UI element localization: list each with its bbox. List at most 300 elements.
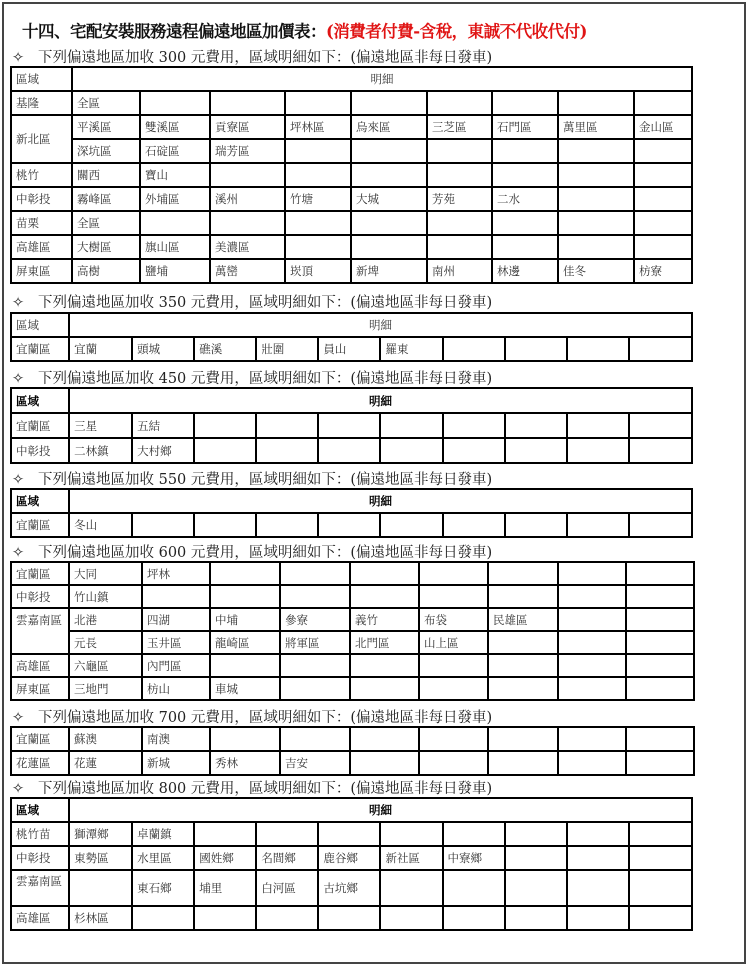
table-cell: 坪林區 — [285, 115, 351, 139]
table-header-row — [11, 388, 692, 413]
table-cell: 竹塘 — [285, 187, 351, 211]
table-cell — [626, 654, 694, 677]
table-row — [11, 906, 692, 930]
table-cell — [318, 413, 380, 438]
table-cell — [419, 562, 488, 585]
section-heading-600 — [12, 541, 492, 562]
table-cell — [488, 631, 558, 654]
table-cell: 旗山區 — [140, 235, 210, 259]
table-cell — [210, 91, 285, 115]
section-heading-text: 下列偏遠地區加收 450 元費用，區域明細如下：(偏遠地區非每日發車) — [38, 371, 493, 387]
table-cell — [318, 438, 380, 463]
table-cell — [492, 91, 558, 115]
table-cell — [419, 677, 488, 700]
table-cell: 大村鄉 — [132, 438, 194, 463]
table-cell — [256, 413, 318, 438]
table-cell — [210, 163, 285, 187]
table-cell — [280, 677, 350, 700]
table-row — [11, 211, 692, 235]
table-cell: 萬里區 — [558, 115, 634, 139]
title-note: (消費者付費-含稅，東誠不代收代付) — [326, 22, 587, 41]
table-cell — [488, 562, 558, 585]
table-cell — [558, 139, 634, 163]
table-cell: 秀林 — [210, 751, 280, 775]
table-cell: 溪州 — [210, 187, 285, 211]
table-cell — [142, 585, 210, 608]
table-cell: 萬巒 — [210, 259, 285, 283]
table-cell — [256, 822, 318, 846]
table-cell — [419, 585, 488, 608]
table-cell — [505, 870, 567, 906]
table-cell: 中埔 — [210, 608, 280, 631]
table-cell: 名間鄉 — [256, 846, 318, 870]
table-cell — [505, 413, 567, 438]
table-cell — [427, 139, 492, 163]
section-heading-800 — [12, 777, 492, 798]
section-heading-text: 下列偏遠地區加收 300 元費用，區域明細如下：(偏遠地區非每日發車) — [38, 50, 493, 66]
table-cell — [285, 139, 351, 163]
section-heading-300 — [12, 46, 492, 67]
table-cell — [626, 562, 694, 585]
region-cell: 高雄區 — [11, 906, 69, 930]
table-cell — [567, 846, 629, 870]
region-cell: 花蓮區 — [11, 751, 69, 775]
table-cell: 三芝區 — [427, 115, 492, 139]
table-cell — [488, 727, 558, 751]
region-cell: 中彰投 — [11, 846, 69, 870]
table-cell: 新埤 — [351, 259, 427, 283]
table-cell — [567, 337, 629, 361]
table-cell — [634, 163, 692, 187]
table-cell — [567, 906, 629, 930]
table-cell — [443, 513, 505, 537]
table-cell: 林邊 — [492, 259, 558, 283]
table-row — [11, 438, 692, 463]
table-cell: 平溪區 — [72, 115, 140, 139]
table-cell — [280, 727, 350, 751]
table-cell — [488, 677, 558, 700]
table-cell: 枋山 — [142, 677, 210, 700]
table-cell — [492, 139, 558, 163]
header-region: 區域 — [11, 798, 69, 822]
table-cell — [443, 337, 505, 361]
table-cell: 雙溪區 — [140, 115, 210, 139]
section-heading-text: 下列偏遠地區加收 700 元費用，區域明細如下：(偏遠地區非每日發車) — [38, 710, 493, 726]
table-header-row — [11, 489, 692, 513]
table-cell — [132, 513, 194, 537]
table-row — [11, 751, 694, 775]
table-row — [11, 870, 692, 906]
region-cell: 中彰投 — [11, 585, 69, 608]
table-cell — [256, 906, 318, 930]
table-row — [11, 337, 692, 361]
table-cell — [256, 438, 318, 463]
table-cell — [488, 585, 558, 608]
table-cell — [558, 631, 626, 654]
table-cell — [626, 677, 694, 700]
table-cell: 玉井區 — [142, 631, 210, 654]
table-cell — [488, 654, 558, 677]
table-cell: 外埔區 — [140, 187, 210, 211]
table-cell: 佳冬 — [558, 259, 634, 283]
header-detail: 明細 — [69, 489, 692, 513]
table-cell — [427, 235, 492, 259]
table-cell — [350, 751, 419, 775]
table-cell — [140, 91, 210, 115]
table-cell: 埔里 — [194, 870, 256, 906]
table-cell — [351, 91, 427, 115]
table-cell: 六龜區 — [69, 654, 142, 677]
region-cell: 宜蘭區 — [11, 413, 69, 438]
table-cell — [558, 751, 626, 775]
region-cell: 苗栗 — [11, 211, 72, 235]
table-cell — [280, 585, 350, 608]
table-cell — [443, 906, 505, 930]
table-cell: 鹽埔 — [140, 259, 210, 283]
table-cell: 石碇區 — [140, 139, 210, 163]
table-cell: 五結 — [132, 413, 194, 438]
header-region: 區域 — [11, 67, 72, 91]
diamond-bullet-icon: ✧ — [12, 545, 25, 561]
fee-table-450 — [10, 387, 693, 464]
table-row — [11, 562, 694, 585]
fee-table-700 — [10, 726, 695, 776]
table-cell: 鹿谷鄉 — [318, 846, 380, 870]
table-cell: 大城 — [351, 187, 427, 211]
region-cell: 高雄區 — [11, 235, 72, 259]
section-heading-text: 下列偏遠地區加收 550 元費用，區域明細如下：(偏遠地區非每日發車) — [38, 472, 493, 488]
table-cell — [280, 562, 350, 585]
table-cell — [488, 751, 558, 775]
table-cell — [210, 211, 285, 235]
table-cell: 新社區 — [380, 846, 442, 870]
region-cell: 宜蘭區 — [11, 727, 69, 751]
section-heading-text: 下列偏遠地區加收 600 元費用，區域明細如下：(偏遠地區非每日發車) — [38, 545, 493, 561]
table-row — [11, 413, 692, 438]
header-region: 區域 — [11, 388, 69, 413]
section-heading-700 — [12, 706, 492, 727]
table-cell — [351, 163, 427, 187]
table-cell: 內門區 — [142, 654, 210, 677]
fee-table-300 — [10, 66, 693, 284]
table-cell: 元長 — [69, 631, 142, 654]
table-cell: 全區 — [72, 211, 140, 235]
table-cell — [626, 751, 694, 775]
table-cell — [380, 513, 442, 537]
table-cell — [351, 139, 427, 163]
table-cell: 壯圍 — [256, 337, 318, 361]
table-cell — [210, 562, 280, 585]
table-row — [11, 727, 694, 751]
table-cell: 民雄區 — [488, 608, 558, 631]
region-cell: 雲嘉南區 — [11, 608, 69, 654]
title-main: 十四、宅配安裝服務遠程偏遠地區加價表： — [22, 22, 326, 41]
table-cell: 冬山 — [69, 513, 132, 537]
table-cell: 新城 — [142, 751, 210, 775]
region-cell: 宜蘭區 — [11, 513, 69, 537]
table-cell — [380, 438, 442, 463]
table-cell — [351, 235, 427, 259]
table-header-row — [11, 67, 692, 91]
table-cell: 礁溪 — [194, 337, 256, 361]
table-cell — [194, 822, 256, 846]
table-cell: 中寮鄉 — [443, 846, 505, 870]
table-cell: 宜蘭 — [69, 337, 132, 361]
section-heading-350 — [12, 291, 492, 312]
table-cell — [492, 163, 558, 187]
table-cell: 大樹區 — [72, 235, 140, 259]
table-cell: 竹山鎮 — [69, 585, 142, 608]
page-title — [22, 18, 587, 42]
table-cell — [505, 513, 567, 537]
table-cell: 白河區 — [256, 870, 318, 906]
table-cell — [558, 187, 634, 211]
table-cell — [194, 906, 256, 930]
table-cell — [629, 906, 692, 930]
table-cell: 烏來區 — [351, 115, 427, 139]
region-cell: 桃竹苗 — [11, 822, 69, 846]
table-row — [11, 846, 692, 870]
fee-table-600 — [10, 561, 695, 701]
table-row — [11, 585, 694, 608]
table-cell: 枋寮 — [634, 259, 692, 283]
table-cell — [285, 163, 351, 187]
table-cell: 霧峰區 — [72, 187, 140, 211]
table-cell — [285, 211, 351, 235]
table-cell — [629, 822, 692, 846]
table-cell: 東石鄉 — [132, 870, 194, 906]
table-cell — [140, 211, 210, 235]
table-cell: 花蓮 — [69, 751, 142, 775]
table-cell — [567, 438, 629, 463]
diamond-bullet-icon: ✧ — [12, 781, 25, 797]
header-detail: 明細 — [69, 798, 692, 822]
table-cell — [351, 211, 427, 235]
table-row — [11, 259, 692, 283]
table-cell: 車城 — [210, 677, 280, 700]
region-cell: 中彰投 — [11, 187, 72, 211]
table-row — [11, 608, 694, 631]
table-cell — [558, 608, 626, 631]
table-cell — [629, 337, 692, 361]
table-cell — [492, 211, 558, 235]
table-cell — [626, 585, 694, 608]
table-row — [11, 631, 694, 654]
table-cell — [505, 846, 567, 870]
header-detail: 明細 — [69, 388, 692, 413]
table-cell: 蘇澳 — [69, 727, 142, 751]
region-cell: 雲嘉南區 — [11, 870, 69, 906]
table-cell — [285, 91, 351, 115]
table-cell — [380, 906, 442, 930]
table-cell — [558, 163, 634, 187]
table-cell: 北門區 — [350, 631, 419, 654]
table-cell — [350, 677, 419, 700]
region-cell: 宜蘭區 — [11, 337, 69, 361]
table-cell — [350, 727, 419, 751]
table-cell: 南州 — [427, 259, 492, 283]
table-cell: 頭城 — [132, 337, 194, 361]
table-cell: 美濃區 — [210, 235, 285, 259]
table-row — [11, 91, 692, 115]
diamond-bullet-icon: ✧ — [12, 295, 25, 311]
table-header-row — [11, 313, 692, 337]
table-cell — [505, 337, 567, 361]
table-cell — [318, 822, 380, 846]
table-cell — [210, 727, 280, 751]
diamond-bullet-icon: ✧ — [12, 710, 25, 726]
table-cell: 龍崎區 — [210, 631, 280, 654]
table-cell: 羅東 — [380, 337, 442, 361]
table-cell: 瑞芳區 — [210, 139, 285, 163]
table-cell: 水里區 — [132, 846, 194, 870]
table-cell: 全區 — [72, 91, 140, 115]
region-cell: 高雄區 — [11, 654, 69, 677]
table-cell — [427, 211, 492, 235]
table-cell: 古坑鄉 — [318, 870, 380, 906]
table-cell — [350, 562, 419, 585]
table-cell — [419, 654, 488, 677]
table-cell: 二林鎮 — [69, 438, 132, 463]
fee-table-800 — [10, 797, 693, 931]
table-cell: 將軍區 — [280, 631, 350, 654]
table-cell: 石門區 — [492, 115, 558, 139]
table-cell — [626, 727, 694, 751]
table-cell — [318, 513, 380, 537]
region-cell: 屏東區 — [11, 677, 69, 700]
table-header-row — [11, 798, 692, 822]
table-cell — [210, 654, 280, 677]
table-row — [11, 139, 692, 163]
table-cell — [492, 235, 558, 259]
table-cell — [626, 608, 694, 631]
table-cell — [427, 163, 492, 187]
section-heading-text: 下列偏遠地區加收 800 元費用，區域明細如下：(偏遠地區非每日發車) — [38, 781, 493, 797]
table-cell — [132, 906, 194, 930]
table-cell — [505, 906, 567, 930]
table-cell — [567, 413, 629, 438]
table-cell — [256, 513, 318, 537]
table-cell — [194, 438, 256, 463]
table-cell — [318, 906, 380, 930]
table-cell: 高樹 — [72, 259, 140, 283]
table-row — [11, 115, 692, 139]
table-cell — [634, 139, 692, 163]
table-cell — [280, 654, 350, 677]
table-cell: 四湖 — [142, 608, 210, 631]
table-cell: 崁頂 — [285, 259, 351, 283]
table-cell — [634, 211, 692, 235]
table-cell: 深坑區 — [72, 139, 140, 163]
table-cell — [69, 870, 132, 906]
table-row — [11, 654, 694, 677]
table-cell: 三星 — [69, 413, 132, 438]
table-cell — [558, 727, 626, 751]
header-detail: 明細 — [69, 313, 692, 337]
table-cell: 北港 — [69, 608, 142, 631]
table-cell — [629, 513, 692, 537]
table-cell — [634, 187, 692, 211]
region-cell: 中彰投 — [11, 438, 69, 463]
table-cell — [419, 751, 488, 775]
table-cell: 關西 — [72, 163, 140, 187]
table-cell — [427, 91, 492, 115]
table-cell — [285, 235, 351, 259]
table-cell — [634, 235, 692, 259]
header-region: 區域 — [11, 489, 69, 513]
table-cell: 義竹 — [350, 608, 419, 631]
table-cell: 杉林區 — [69, 906, 132, 930]
table-row — [11, 513, 692, 537]
region-cell: 桃竹 — [11, 163, 72, 187]
table-cell: 貢寮區 — [210, 115, 285, 139]
table-row — [11, 235, 692, 259]
table-cell: 大同 — [69, 562, 142, 585]
table-cell — [505, 822, 567, 846]
table-cell — [505, 438, 567, 463]
table-cell — [567, 870, 629, 906]
fee-table-550 — [10, 488, 693, 538]
table-cell — [443, 438, 505, 463]
table-cell: 卓蘭鎮 — [132, 822, 194, 846]
diamond-bullet-icon: ✧ — [12, 371, 25, 387]
table-cell — [194, 513, 256, 537]
table-cell: 東勢區 — [69, 846, 132, 870]
fee-table-350 — [10, 312, 693, 362]
table-cell: 吉安 — [280, 751, 350, 775]
table-row — [11, 677, 694, 700]
table-cell: 寶山 — [140, 163, 210, 187]
table-cell — [380, 870, 442, 906]
table-cell: 芳苑 — [427, 187, 492, 211]
table-cell — [634, 91, 692, 115]
table-cell: 坪林 — [142, 562, 210, 585]
table-cell — [558, 585, 626, 608]
table-cell — [350, 654, 419, 677]
header-region: 區域 — [11, 313, 69, 337]
table-cell — [419, 727, 488, 751]
region-cell: 新北區 — [11, 115, 72, 163]
table-cell: 員山 — [318, 337, 380, 361]
table-cell — [629, 413, 692, 438]
region-cell: 屏東區 — [11, 259, 72, 283]
table-cell — [350, 585, 419, 608]
table-cell: 布袋 — [419, 608, 488, 631]
table-cell: 獅潭鄉 — [69, 822, 132, 846]
region-cell: 宜蘭區 — [11, 562, 69, 585]
table-cell — [629, 438, 692, 463]
table-cell: 南澳 — [142, 727, 210, 751]
table-cell — [558, 677, 626, 700]
section-heading-550 — [12, 468, 492, 489]
table-row — [11, 187, 692, 211]
table-cell — [629, 870, 692, 906]
table-cell: 國姓鄉 — [194, 846, 256, 870]
table-cell — [558, 91, 634, 115]
region-cell: 基隆 — [11, 91, 72, 115]
section-heading-450 — [12, 367, 492, 388]
diamond-bullet-icon: ✧ — [12, 50, 25, 66]
table-cell — [443, 413, 505, 438]
section-heading-text: 下列偏遠地區加收 350 元費用，區域明細如下：(偏遠地區非每日發車) — [38, 295, 493, 311]
table-cell — [626, 631, 694, 654]
table-cell — [567, 822, 629, 846]
table-cell — [558, 235, 634, 259]
table-cell — [558, 211, 634, 235]
table-cell — [443, 870, 505, 906]
table-row — [11, 822, 692, 846]
table-cell — [194, 413, 256, 438]
